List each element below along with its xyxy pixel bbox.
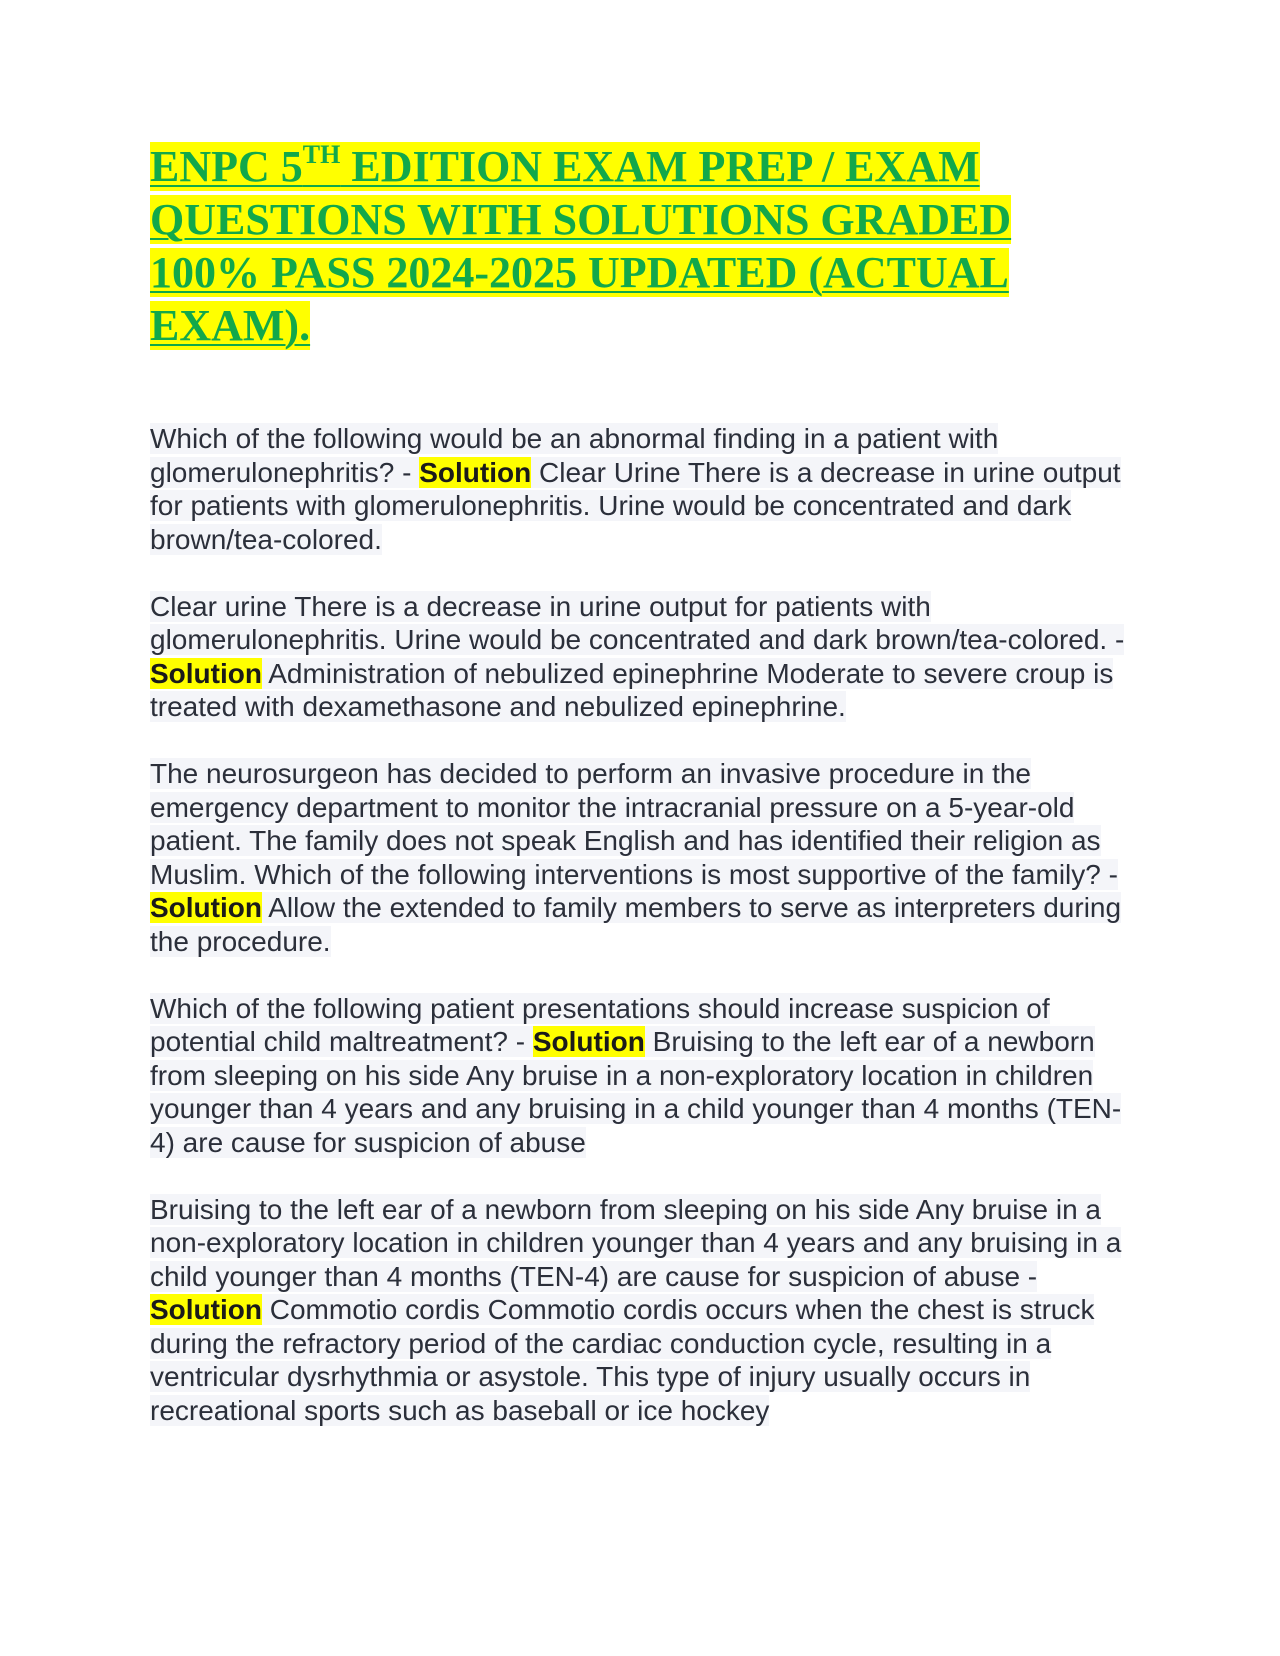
question-text: The neurosurgeon has decided to perform an invasive procedure in the emergency department to monitor the intracranial pressure on a 5-year-old patient. The family does not speak English and has identified their religion as Muslim. Which of the following interventions is most supportive of the family? — [150, 758, 1101, 890]
qa-item — [150, 422, 1130, 556]
title-part-2: EDITION EXAM PREP / EXAM QUESTIONS WITH SOLUTIONS GRADED 100% PASS 2024-2025 UPDATED (ACTUAL EXAM). — [150, 142, 1012, 350]
separator: - — [1107, 624, 1125, 655]
qa-item — [150, 757, 1130, 958]
question-text: Bruising to the left ear of a newborn from sleeping on his side Any bruise in a non-exploratory location in children younger than 4 years and any bruising in a child younger than 4 months (TEN-4) are cause for suspicion of abuse — [150, 1193, 1122, 1292]
answer-text: Commotio cordis Commotio cordis occurs when the chest is struck during the refractory period of the cardiac conduction cycle, resulting in a ventricular dysrhythmia or asystole. This type of injury usually occurs in recreational sports such as baseball or ice hockey — [150, 1294, 1095, 1426]
solution-label: Solution — [150, 1294, 262, 1325]
title-highlight — [150, 142, 1011, 350]
answer-text: Bruising to the left ear of a newborn from sleeping on his side Any bruise in a non-exploratory location in children younger than 4 years and any bruising in a child younger than 4 months (TEN-4) are cause for suspicion of abuse — [150, 1026, 1122, 1158]
answer-text: Allow the extended to family members to serve as interpreters during the procedure. — [150, 892, 1122, 957]
answer-text: Clear Urine There is a decrease in urine output for patients with glomerulonephritis. Urine would be concentrated and dark brown/tea-colored. — [150, 456, 1121, 555]
qa-item — [150, 1193, 1130, 1428]
separator: - — [1100, 858, 1118, 890]
qa-item — [150, 590, 1130, 724]
title-part-1: ENPC 5 — [150, 142, 303, 191]
solution-label: Solution — [419, 456, 532, 488]
document-page — [150, 140, 1130, 1461]
question-text: Clear urine There is a decrease in urine output for patients with glomerulonephritis. Urine would be concentrated and dark brown/tea-colored. — [150, 590, 1108, 655]
separator: - — [394, 456, 420, 488]
title-superscript: TH — [302, 140, 341, 169]
separator: - — [507, 1026, 533, 1057]
document-title — [150, 140, 1130, 352]
qa-item — [150, 992, 1130, 1160]
question-text: Which of the following patient presentations should increase suspicion of potential child maltreatment? — [150, 992, 1050, 1057]
answer-text: Administration of nebulized epinephrine Moderate to severe croup is treated with dexamethasone and nebulized epinephrine. — [150, 657, 1114, 722]
question-text: Which of the following would be an abnormal finding in a patient with glomerulonephritis? — [150, 423, 999, 488]
solution-label: Solution — [532, 1026, 645, 1057]
qa-list — [150, 422, 1130, 1427]
solution-label: Solution — [150, 892, 262, 923]
solution-label: Solution — [150, 657, 262, 689]
separator: - — [1020, 1260, 1038, 1292]
